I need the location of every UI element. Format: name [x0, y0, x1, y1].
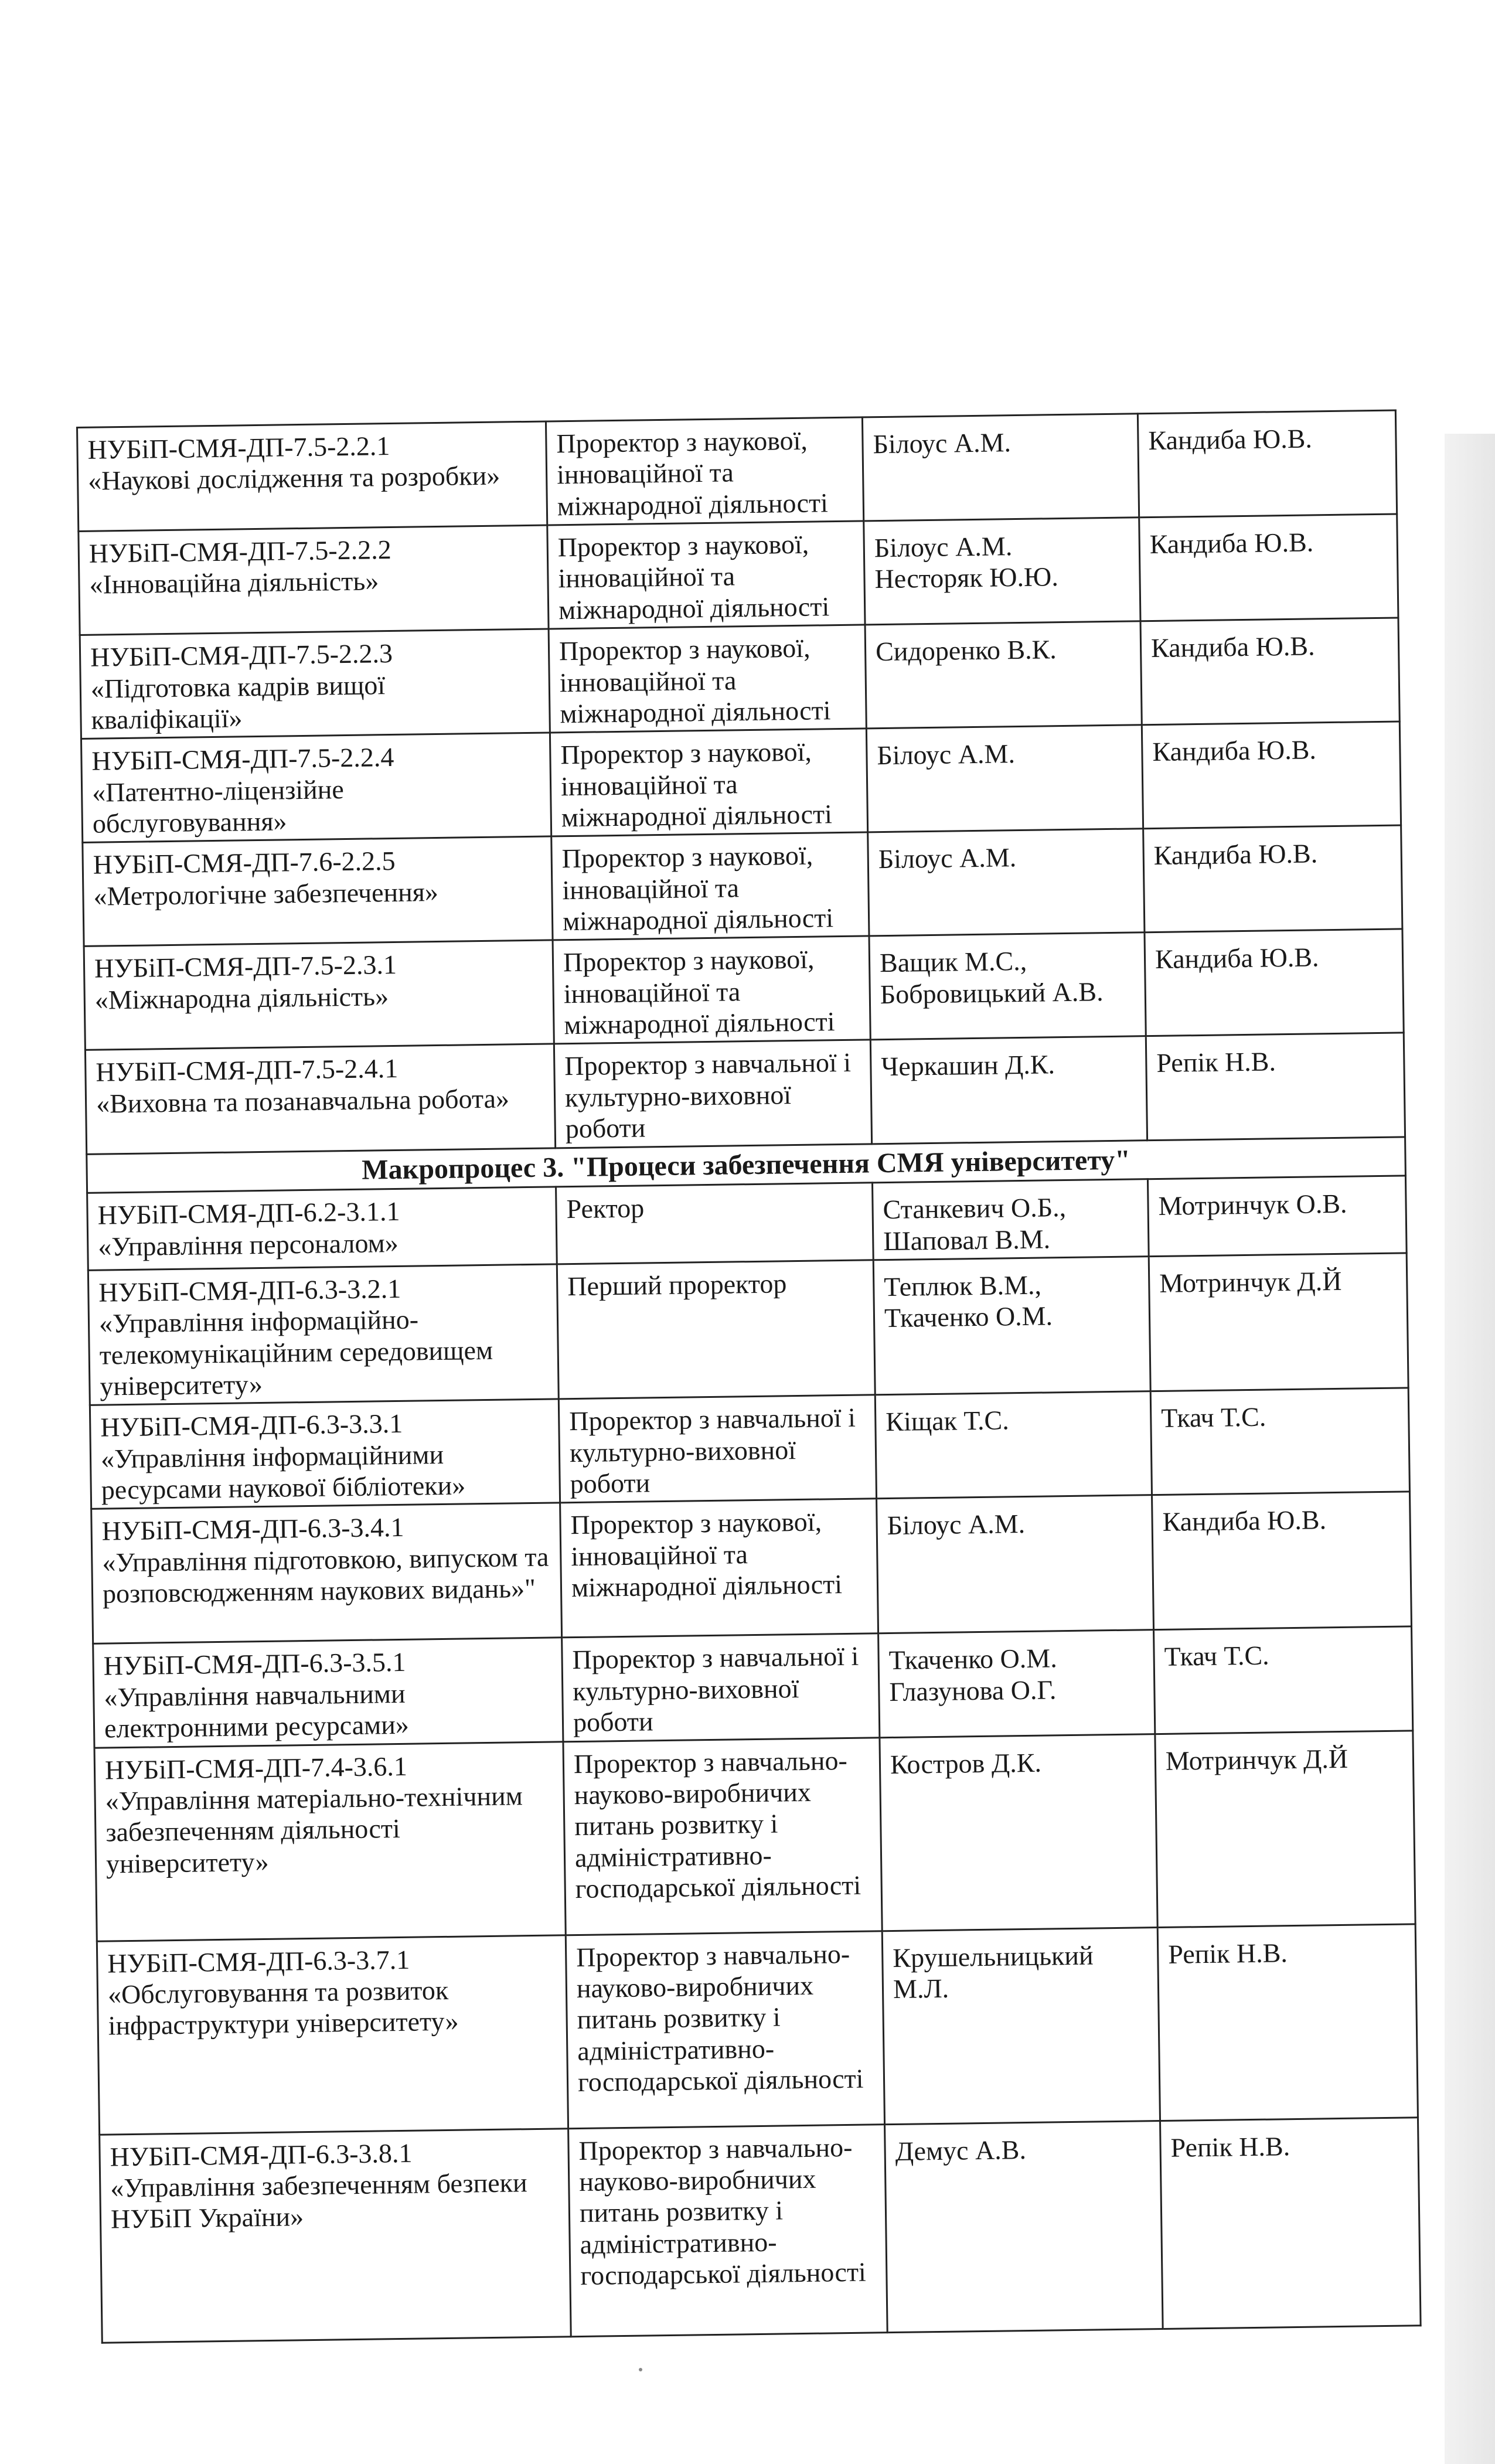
process-title: «Управління персоналом» [97, 1227, 399, 1262]
process-owner: Проректор з наукової, інноваційної та міжнародної діяльності [550, 729, 867, 836]
process-owner: Перший проректор [557, 1260, 875, 1399]
responsible-person: Теплюк В.М., Ткаченко О.М. [873, 1257, 1150, 1396]
process-cell [77, 421, 547, 532]
process-code: НУБіП-СМЯ-ДП-7.5-2.2.2 [88, 535, 391, 569]
responsible-person: Ткаченко О.М. Глазунова О.Г. [878, 1630, 1155, 1737]
supervisor-person: Кандиба Ю.В. [1138, 410, 1397, 518]
process-code: НУБіП-СМЯ-ДП-7.5-2.3.1 [94, 949, 397, 984]
process-title: «Управління інформаційними ресурсами наукової бібліотеки» [100, 1439, 466, 1505]
supervisor-person: Кандиба Ю.В. [1142, 721, 1401, 829]
process-code: НУБіП-СМЯ-ДП-6.3-3.8.1 [110, 2138, 413, 2172]
table-row [81, 721, 1401, 843]
table-body-part-a [77, 410, 1405, 1154]
responsible-person: Білоус А.М. Несторяк Ю.Ю. [864, 518, 1140, 625]
process-cell [84, 940, 554, 1050]
process-cell [93, 1638, 563, 1748]
responsible-person: Черкашин Д.К. [870, 1036, 1147, 1143]
process-owner: Проректор з наукової, інноваційної та міжнародної діяльності [547, 521, 865, 629]
process-cell [94, 1741, 566, 1941]
table-row [88, 1253, 1408, 1405]
scan-edge-shadow [1445, 434, 1495, 2464]
process-code: НУБіП-СМЯ-ДП-6.3-3.3.1 [100, 1408, 403, 1442]
supervisor-person: Кандиба Ю.В. [1140, 618, 1399, 725]
process-code: НУБіП-СМЯ-ДП-6.2-3.1.1 [97, 1196, 400, 1230]
table-body-part-b [87, 1176, 1421, 2343]
process-cell [88, 1264, 559, 1405]
supervisor-person: Мотринчук О.В. [1147, 1176, 1407, 1256]
process-owner: Проректор з навчальної і культурно-виховної роботи [554, 1040, 871, 1148]
table-row [90, 1388, 1409, 1509]
supervisor-person: Репік Н.В. [1160, 2117, 1421, 2329]
responsible-person: Сидоренко В.К. [865, 621, 1142, 729]
process-title: «Виховна та позанавчальна робота» [96, 1083, 510, 1119]
scan-speck [639, 2368, 642, 2371]
responsible-person: Білоус А.М. [866, 725, 1143, 832]
process-owner: Проректор з наукової, інноваційної та міжнародної діяльності [553, 936, 870, 1044]
process-title: «Управління інформаційно-телекомунікаційним середовищем університету» [98, 1304, 493, 1401]
responsible-person: Білоус А.М. [868, 829, 1145, 936]
process-title: «Підготовка кадрів вищої кваліфікації» [90, 669, 386, 735]
responsible-person: Білоус А.М. [877, 1495, 1154, 1633]
process-owners-table [76, 410, 1422, 2344]
process-cell [90, 1399, 560, 1509]
supervisor-person: Кандиба Ю.В. [1143, 825, 1402, 932]
process-owner: Проректор з наукової, інноваційної та міжнародної діяльності [560, 1499, 878, 1638]
process-title: «Управління матеріально-технічним забезпеченням діяльності університету» [105, 1781, 523, 1879]
responsible-person: Ващик М.С., Бобровицький А.В. [869, 932, 1146, 1040]
process-code: НУБіП-СМЯ-ДП-7.4-3.6.1 [104, 1751, 408, 1785]
supervisor-person: Репік Н.В. [1157, 1924, 1418, 2121]
responsible-person: Костров Д.К. [880, 1734, 1157, 1931]
process-owner: Проректор з навчальної і культурно-виховної роботи [559, 1395, 876, 1503]
process-code: НУБіП-СМЯ-ДП-7.5-2.2.4 [91, 742, 394, 776]
table-row [93, 1626, 1413, 1748]
process-title: «Обслуговування та розвиток інфраструктури університету» [107, 1975, 459, 2041]
supervisor-person: Кандиба Ю.В. [1145, 929, 1404, 1036]
table-row [97, 1924, 1418, 2134]
process-owner: Проректор з наукової, інноваційної та міжнародної діяльності [549, 625, 866, 733]
table-row [84, 929, 1404, 1050]
process-title: «Міжнародна діяльність» [94, 981, 389, 1015]
supervisor-person: Мотринчук Д.Й [1149, 1253, 1408, 1391]
process-title: «Управління забезпеченням безпеки НУБіП України» [110, 2167, 527, 2234]
process-cell [97, 1935, 568, 2134]
process-title: «Управління навчальними електронними ресурсами» [104, 1678, 410, 1744]
process-cell [91, 1503, 562, 1643]
process-code: НУБіП-СМЯ-ДП-7.5-2.2.3 [90, 638, 393, 672]
table-row [77, 410, 1397, 532]
responsible-person: Демус А.В. [885, 2121, 1163, 2332]
responsible-person: Крушельницький М.Л. [882, 1927, 1160, 2124]
process-owner: Проректор з наукової, інноваційної та міжнародної діяльності [551, 832, 869, 940]
supervisor-person: Ткач Т.С. [1154, 1626, 1413, 1734]
table-row [79, 514, 1398, 635]
responsible-person: Станкевич О.Б., Шаповал В.М. [873, 1179, 1149, 1260]
process-owner: Проректор з навчально-науково-виробничих питань розвитку і адміністративно-господарської діяльності [566, 1931, 884, 2128]
process-owner: Ректор [556, 1183, 874, 1264]
table-row [91, 1492, 1412, 1643]
process-code: НУБіП-СМЯ-ДП-7.5-2.2.1 [87, 430, 390, 465]
process-title: «Патентно-ліцензійне обслуговування» [91, 774, 345, 839]
supervisor-person: Ткач Т.С. [1150, 1388, 1409, 1495]
process-cell [79, 525, 549, 635]
process-code: НУБіП-СМЯ-ДП-6.3-3.5.1 [103, 1647, 406, 1682]
process-cell [100, 2128, 571, 2342]
table-row [94, 1730, 1415, 1941]
responsible-person: Білоус А.М. [862, 414, 1139, 521]
process-code: НУБіП-СМЯ-ДП-6.3-3.2.1 [98, 1273, 401, 1308]
responsible-person: Кіщак Т.С. [875, 1391, 1152, 1499]
process-code: НУБіП-СМЯ-ДП-7.6-2.2.5 [93, 846, 396, 880]
process-cell [85, 1044, 555, 1154]
process-title: «Метрологічне забезпечення» [93, 876, 439, 911]
process-code: НУБіП-СМЯ-ДП-6.3-3.7.1 [107, 1944, 410, 1979]
process-owner: Проректор з навчально-науково-виробничих питань розвитку і адміністративно-господарської діяльності [563, 1737, 882, 1935]
table-row [100, 2117, 1421, 2342]
supervisor-person: Кандиба Ю.В. [1139, 514, 1398, 621]
table-row [80, 618, 1399, 739]
process-cell [87, 1187, 557, 1270]
table-row [83, 825, 1402, 947]
process-owner: Проректор з наукової, інноваційної та міжнародної діяльності [546, 417, 863, 525]
process-title: «Управління підготовкою, випуском та розповсюдженням наукових видань»" [102, 1541, 549, 1609]
supervisor-person: Репік Н.В. [1146, 1033, 1405, 1140]
process-title: «Наукові дослідження та розробки» [87, 460, 500, 496]
process-cell [81, 733, 551, 843]
process-code: НУБіП-СМЯ-ДП-7.5-2.4.1 [96, 1053, 399, 1088]
section-heading: Макропроцес 3. "Процеси забезпечення СМЯ університету" [87, 1136, 1406, 1193]
process-title: «Інноваційна діяльність» [89, 566, 379, 600]
supervisor-person: Кандиба Ю.В. [1152, 1492, 1412, 1630]
supervisor-person: Мотринчук Д.Й [1155, 1730, 1415, 1927]
process-cell [83, 836, 553, 947]
process-code: НУБіП-СМЯ-ДП-6.3-3.4.1 [101, 1512, 404, 1547]
table-row [85, 1033, 1405, 1154]
process-owner: Проректор з навчально-науково-виробничих питань розвитку і адміністративно-господарської діяльності [568, 2124, 888, 2336]
process-owner: Проректор з навчальної і культурно-виховної роботи [562, 1633, 880, 1741]
process-cell [80, 629, 550, 739]
